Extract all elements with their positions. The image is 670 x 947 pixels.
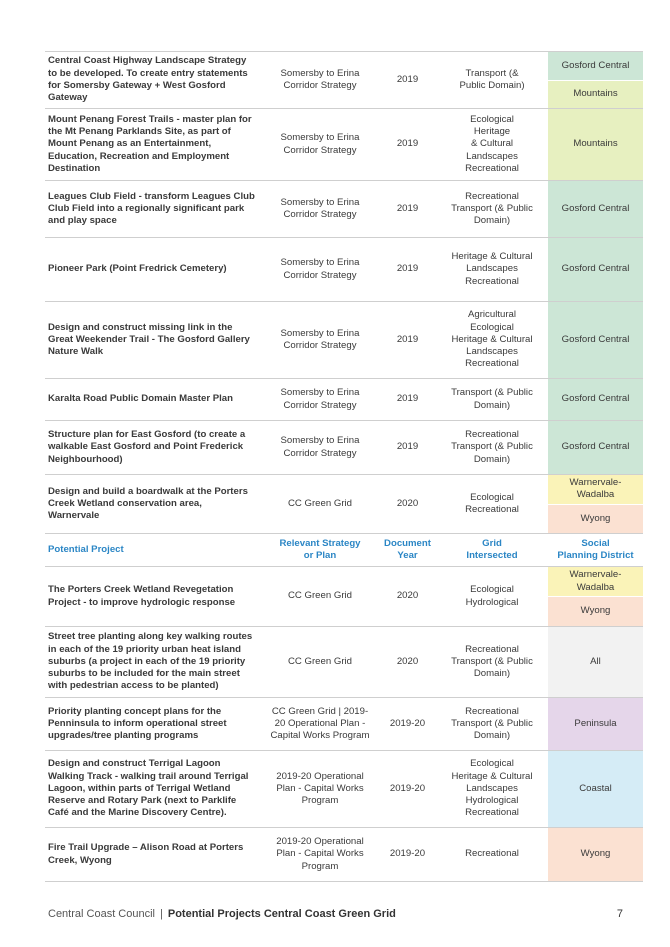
project-cell: Street tree planting along key walking routes in each of the 19 priority urban heat island suburbs (a project in each of the 19 priority suburbs to be included for the main street with pedestrian access to be planted) xyxy=(45,627,261,698)
district-split xyxy=(548,52,643,108)
header-project: Potential Project xyxy=(45,534,261,567)
year-cell: 2020 xyxy=(379,475,436,534)
district-split xyxy=(548,567,643,626)
year-cell: 2019-20 xyxy=(379,828,436,882)
project-cell: Mount Penang Forest Trails - master plan for the Mt Penang Parklands Site, as part of Mount Penang as an Entertainment, Education, Recreation and Employment Destination xyxy=(45,109,261,181)
grid-cell: Recreational Transport (& Public Domain) xyxy=(436,698,548,751)
strategy-cell: Somersby to Erina Corridor Strategy xyxy=(261,421,379,475)
grid-cell: Recreational Transport (& Public Domain) xyxy=(436,421,548,475)
year-cell: 2019 xyxy=(379,238,436,302)
district-cell xyxy=(548,475,643,534)
table-row xyxy=(45,109,643,181)
header-district: Social Planning District xyxy=(548,534,643,567)
strategy-cell: 2019-20 Operational Plan - Capital Works Program xyxy=(261,828,379,882)
strategy-cell: CC Green Grid xyxy=(261,475,379,534)
grid-cell: Ecological Hydrological xyxy=(436,567,548,627)
year-cell: 2019-20 xyxy=(379,751,436,828)
project-cell: Design and build a boardwalk at the Porters Creek Wetland conservation area, Warnervale xyxy=(45,475,261,534)
table-row xyxy=(45,567,643,627)
district-label: Gosford Central xyxy=(548,52,643,81)
district-split xyxy=(548,475,643,533)
page-number: 7 xyxy=(616,908,623,920)
strategy-cell: Somersby to Erina Corridor Strategy xyxy=(261,302,379,379)
project-cell: Design and construct Terrigal Lagoon Walking Track - walking trail around Terrigal Lagoon, within parts of Terrigal Wetland Reserve and Rotary Park (next to Parklife Café and the Marine Discovery Centre). xyxy=(45,751,261,828)
district-cell: Gosford Central xyxy=(548,302,643,379)
year-cell: 2019 xyxy=(379,302,436,379)
strategy-cell: Somersby to Erina Corridor Strategy xyxy=(261,238,379,302)
district-cell: Peninsula xyxy=(548,698,643,751)
district-cell: Gosford Central xyxy=(548,421,643,475)
footer-separator: | xyxy=(160,908,163,920)
project-cell: Structure plan for East Gosford (to create a walkable East Gosford and Point Frederick Neighbourhood) xyxy=(45,421,261,475)
strategy-cell: CC Green Grid xyxy=(261,627,379,698)
project-cell: Karalta Road Public Domain Master Plan xyxy=(45,379,261,421)
table-row xyxy=(45,181,643,238)
year-cell: 2019 xyxy=(379,52,436,109)
table-row xyxy=(45,421,643,475)
strategy-cell: CC Green Grid xyxy=(261,567,379,627)
strategy-cell: Somersby to Erina Corridor Strategy xyxy=(261,52,379,109)
project-cell: Priority planting concept plans for the Penninsula to inform operational street upgrades/tree planting programs xyxy=(45,698,261,751)
grid-cell: Transport (& Public Domain) xyxy=(436,52,548,109)
header-grid: Grid Intersected xyxy=(436,534,548,567)
district-cell: Coastal xyxy=(548,751,643,828)
table-row xyxy=(45,302,643,379)
header-strategy: Relevant Strategy or Plan xyxy=(261,534,379,567)
district-cell: Gosford Central xyxy=(548,379,643,421)
district-cell: Mountains xyxy=(548,109,643,181)
table-body-top xyxy=(45,52,643,534)
district-label: Warnervale- Wadalba xyxy=(548,567,643,597)
year-cell: 2019 xyxy=(379,379,436,421)
year-cell: 2020 xyxy=(379,567,436,627)
table-row xyxy=(45,238,643,302)
project-cell: Design and construct missing link in the Great Weekender Trail - The Gosford Gallery Nature Walk xyxy=(45,302,261,379)
year-cell: 2019-20 xyxy=(379,698,436,751)
district-cell: All xyxy=(548,627,643,698)
table-row xyxy=(45,379,643,421)
year-cell: 2020 xyxy=(379,627,436,698)
footer-doc-title: Potential Projects Central Coast Green Grid xyxy=(167,908,396,920)
footer-org: Central Coast Council xyxy=(48,908,155,920)
table-row xyxy=(45,698,643,751)
year-cell: 2019 xyxy=(379,109,436,181)
strategy-cell: Somersby to Erina Corridor Strategy xyxy=(261,109,379,181)
project-cell: Leagues Club Field - transform Leagues Club Club Field into a regionally significant park and play space xyxy=(45,181,261,238)
project-cell: Fire Trail Upgrade – Alison Road at Porters Creek, Wyong xyxy=(45,828,261,882)
strategy-cell: 2019-20 Operational Plan - Capital Works Program xyxy=(261,751,379,828)
district-label: Wyong xyxy=(548,505,643,534)
project-cell: Pioneer Park (Point Fredrick Cemetery) xyxy=(45,238,261,302)
grid-cell: Recreational xyxy=(436,828,548,882)
projects-table xyxy=(45,51,643,882)
strategy-cell: Somersby to Erina Corridor Strategy xyxy=(261,181,379,238)
district-label: Warnervale- Wadalba xyxy=(548,475,643,505)
district-cell: Gosford Central xyxy=(548,181,643,238)
table-row xyxy=(45,475,643,534)
grid-cell: Agricultural Ecological Heritage & Cultural Landscapes Recreational xyxy=(436,302,548,379)
strategy-cell: CC Green Grid | 2019- 20 Operational Plan - Capital Works Program xyxy=(261,698,379,751)
table-header xyxy=(45,534,643,567)
grid-cell: Recreational Transport (& Public Domain) xyxy=(436,627,548,698)
year-cell: 2019 xyxy=(379,421,436,475)
district-cell: Gosford Central xyxy=(548,238,643,302)
grid-cell: Transport (& Public Domain) xyxy=(436,379,548,421)
table-row xyxy=(45,52,643,109)
header-year: Document Year xyxy=(379,534,436,567)
grid-cell: Ecological Recreational xyxy=(436,475,548,534)
footer xyxy=(48,908,396,920)
project-cell: Central Coast Highway Landscape Strategy to be developed. To create entry statements for Somersby Gateway + West Gosford Gateway xyxy=(45,52,261,109)
strategy-cell: Somersby to Erina Corridor Strategy xyxy=(261,379,379,421)
table-row xyxy=(45,627,643,698)
table-row xyxy=(45,828,643,882)
grid-cell: Ecological Heritage & Cultural Landscapes Recreational xyxy=(436,109,548,181)
grid-cell: Recreational Transport (& Public Domain) xyxy=(436,181,548,238)
table-body-bottom xyxy=(45,567,643,882)
header-row xyxy=(45,534,643,567)
project-cell: The Porters Creek Wetland Revegetation Project - to improve hydrologic response xyxy=(45,567,261,627)
district-label: Wyong xyxy=(548,597,643,626)
year-cell: 2019 xyxy=(379,181,436,238)
district-label: Mountains xyxy=(548,81,643,109)
grid-cell: Heritage & Cultural Landscapes Recreational xyxy=(436,238,548,302)
district-cell xyxy=(548,567,643,627)
district-cell xyxy=(548,52,643,109)
table-row xyxy=(45,751,643,828)
grid-cell: Ecological Heritage & Cultural Landscapes Hydrological Recreational xyxy=(436,751,548,828)
district-cell: Wyong xyxy=(548,828,643,882)
